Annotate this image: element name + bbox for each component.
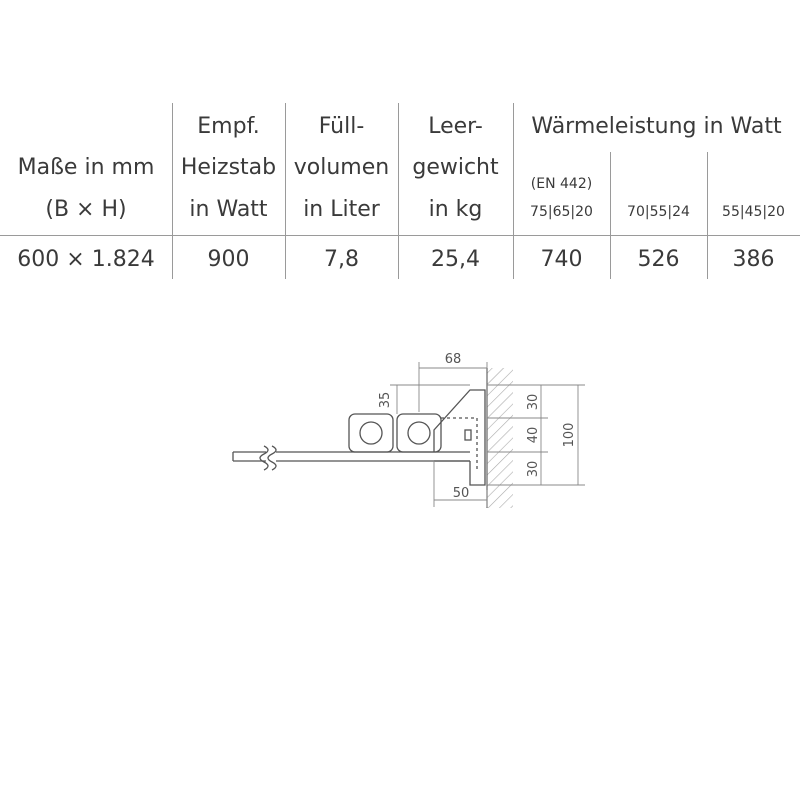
value-heat-2: 526 xyxy=(637,247,680,272)
header-heater-line2: Heizstab xyxy=(180,155,277,180)
header-heat-title: Wärmeleistung in Watt xyxy=(531,114,782,139)
header-heat-sub-1: 75|65|20 xyxy=(530,204,593,220)
dim-right-30-top: 30 xyxy=(526,393,541,411)
header-weight-line2: gewicht xyxy=(412,155,499,180)
header-heat-norm: (EN 442) xyxy=(530,176,593,192)
header-volume-line3: in Liter xyxy=(303,197,380,222)
header-heat-sub-3: 55|45|20 xyxy=(722,204,785,220)
header-size-line1: Maße in mm xyxy=(17,155,155,180)
header-heater-line3: in Watt xyxy=(189,197,268,222)
header-heat-sub-2: 70|55|24 xyxy=(627,204,690,220)
pipe-profiles xyxy=(349,414,441,452)
header-weight-line3: in kg xyxy=(428,197,483,222)
dim-right-40: 40 xyxy=(526,426,541,444)
dim-top-width: 68 xyxy=(444,352,462,367)
dim-left-height: 35 xyxy=(378,391,393,409)
value-size: 600 × 1.824 xyxy=(17,247,155,272)
dim-right-total: 100 xyxy=(562,422,577,448)
value-volume: 7,8 xyxy=(324,247,359,272)
header-heater-line1: Empf. xyxy=(197,114,260,139)
value-heater: 900 xyxy=(207,247,250,272)
wall xyxy=(487,368,513,508)
value-weight: 25,4 xyxy=(431,247,480,272)
dim-bottom-width: 50 xyxy=(452,486,470,501)
header-size-line2: (B × H) xyxy=(45,197,127,222)
value-heat-1: 740 xyxy=(540,247,583,272)
value-heat-3: 386 xyxy=(732,247,775,272)
header-volume-line1: Füll- xyxy=(318,114,365,139)
dim-right-30-bottom: 30 xyxy=(526,460,541,478)
header-volume-line2: volumen xyxy=(293,155,390,180)
header-weight-line1: Leer- xyxy=(428,114,483,139)
